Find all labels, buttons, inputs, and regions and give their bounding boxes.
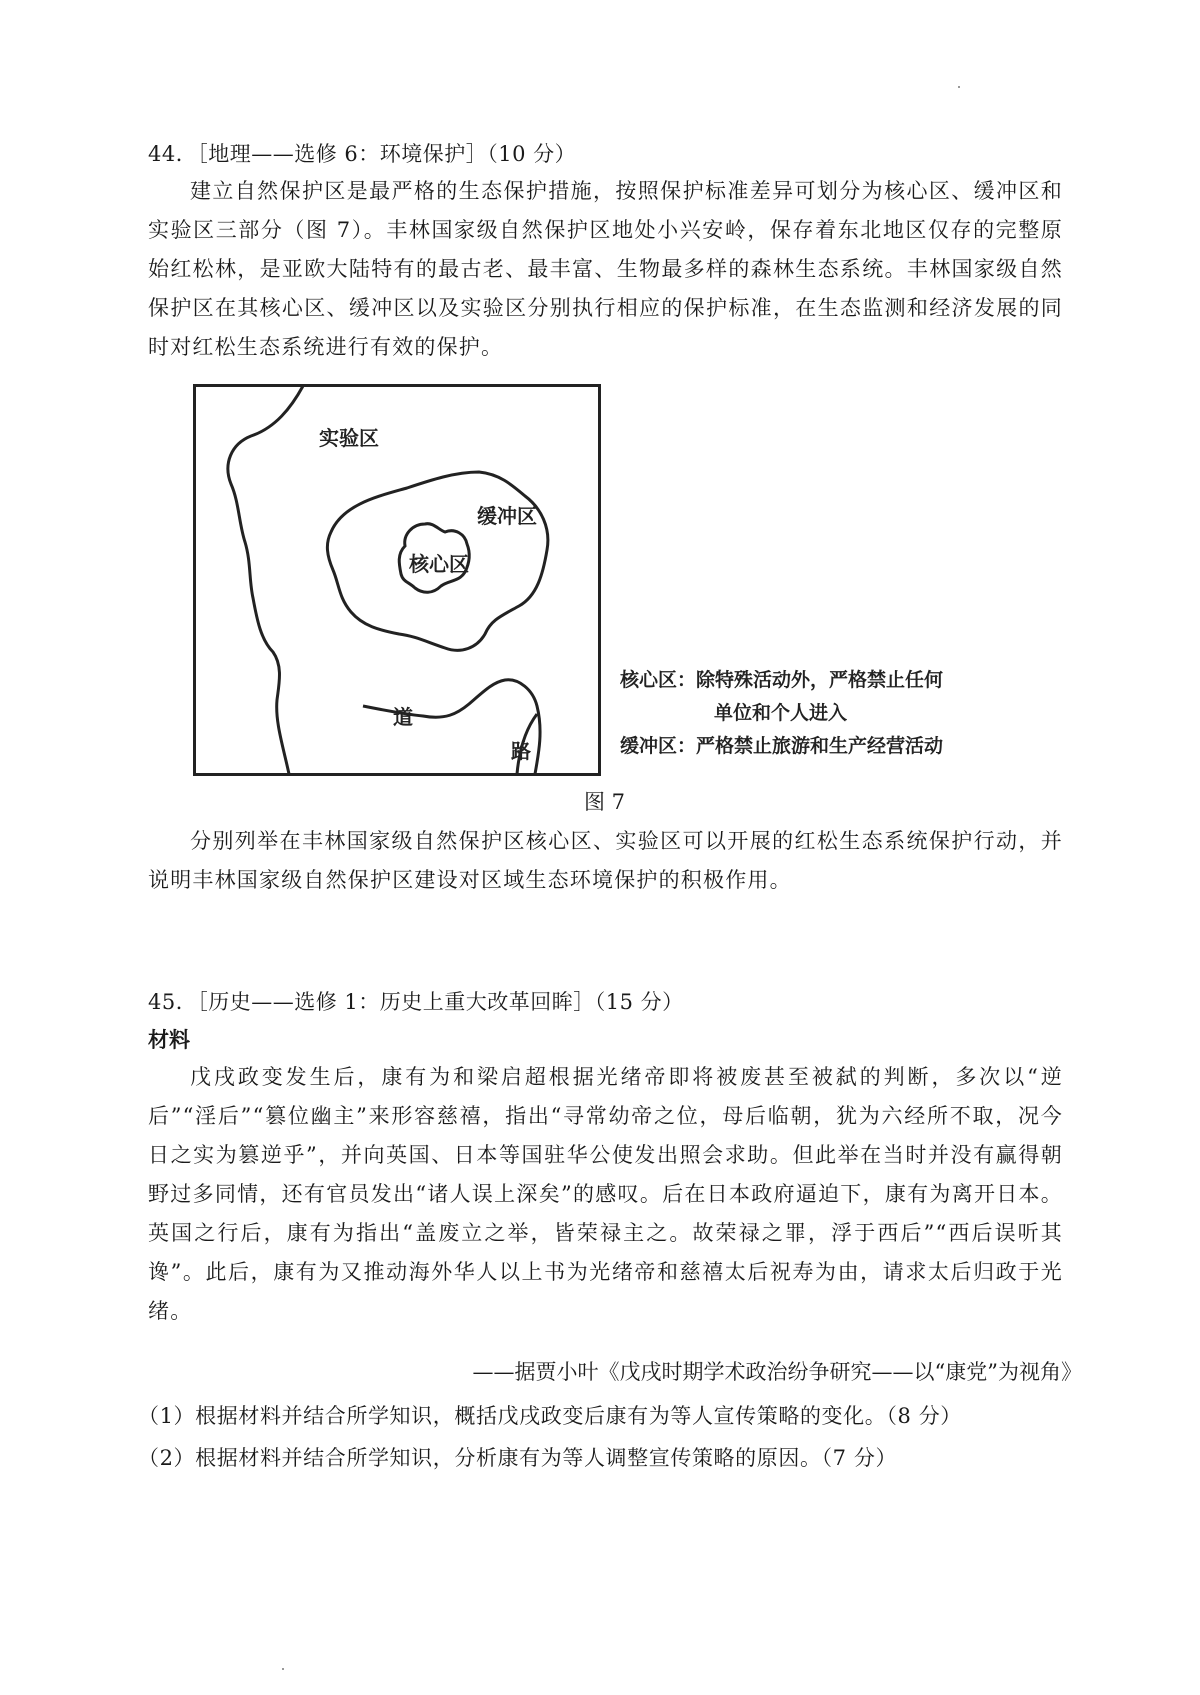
q44-paragraph-text: 建立自然保护区是最严格的生态保护措施，按照保护标准差异可划分为核心区、缓冲区和实验区三部分（图 7）。丰林国家级自然保护区地处小兴安岭，保存着东北地区仅存的完整原始红松林，是亚欧大陆特有的最古老、最丰富、生物最多样的森林生态系统。丰林国家级自然保护区在其核心区、缓冲区以及实验区分别执行相应的保护标准，在生态监测和经济发展的同时对红松生态系统进行有效的保护。 [148,179,1063,359]
sub-question-2: （2）根据材料并结合所学知识，分析康有为等人调整宣传策略的原因。（7 分） [138,1446,898,1470]
q44-paragraph [148,172,1063,367]
legend-core-line1: 核心区：除特殊活动外，严格禁止任何 [620,669,944,691]
q45-material [148,1058,1063,1331]
q45-heading: 45．［历史——选修 1：历史上重大改革回眸］（15 分） [148,990,684,1014]
buffer-zone-label: 缓冲区 [477,504,537,528]
legend-buffer-line: 缓冲区：严格禁止旅游和生产经营活动 [620,735,944,757]
q45-material-text: 戊戌政变发生后，康有为和梁启超根据光绪帝即将被废甚至被弑的判断，多次以“逆后”“淫后”“篡位幽主”来形容慈禧，指出“寻常幼帝之位，母后临朝，犹为六经所不取，况今日之实为篡逆乎”，并向英国、日本等国驻华公使发出照会求助。但此举在当时并没有赢得朝野过多同情，还有官员发出“诸人误上深矣”的感叹。后在日本政府逼迫下，康有为离开日本。英国之行后，康有为指出“盖废立之举，皆荣禄主之。故荣禄之罪，浮于西后”“西后误听其谗”。此后，康有为又推动海外华人以上书为光绪帝和慈禧太后祝寿为由，请求太后归政于光绪。 [148,1065,1063,1323]
map-legend [620,664,943,763]
material-source: ——据贾小叶《戊戌时期学术政治纷争研究——以“康党”为视角》 [472,1360,1082,1384]
road-label-char2: 路 [511,739,531,763]
figure-caption: 图 7 [584,790,626,814]
experimental-zone-label: 实验区 [319,426,379,450]
legend-core-line2: 单位和个人进入 [714,702,848,724]
road-label-char1: 道 [393,705,413,729]
protected-area-map [193,384,601,776]
q44-heading: 44．［地理——选修 6：环境保护］（10 分） [148,142,577,166]
material-label: 材料 [148,1028,190,1052]
q44-question [148,822,1063,900]
scan-speck [282,1668,284,1670]
sub-question-1: （1）根据材料并结合所学知识，概括戊戌政变后康有为等人宣传策略的变化。（8 分） [138,1404,962,1428]
core-zone-label: 核心区 [409,552,469,576]
scan-speck [958,86,960,88]
q44-question-text: 分别列举在丰林国家级自然保护区核心区、实验区可以开展的红松生态系统保护行动，并说明丰林国家级自然保护区建设对区域生态环境保护的积极作用。 [148,829,1063,892]
